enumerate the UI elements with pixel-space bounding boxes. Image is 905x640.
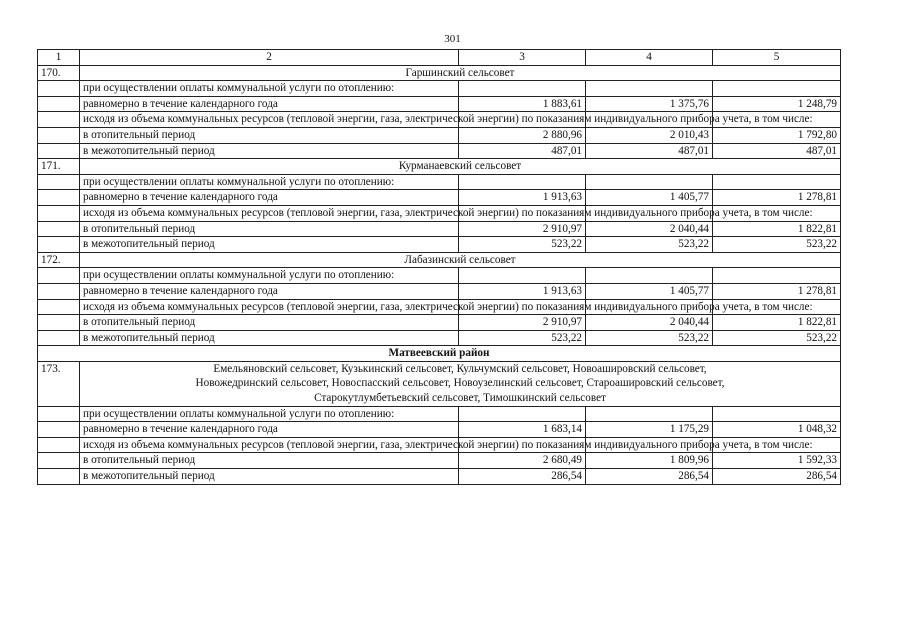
tariff-row bbox=[38, 406, 841, 422]
tariff-value-col4 bbox=[586, 268, 713, 284]
tariff-row bbox=[38, 437, 841, 453]
tariff-row bbox=[38, 330, 841, 346]
row-number-empty bbox=[38, 81, 80, 97]
tariff-row bbox=[38, 422, 841, 438]
tariff-value-col3: 487,01 bbox=[459, 143, 586, 159]
tariff-row bbox=[38, 112, 841, 128]
tariff-row bbox=[38, 127, 841, 143]
row-number-empty bbox=[38, 127, 80, 143]
tariff-label: в межотопительный период bbox=[80, 330, 459, 346]
row-number-empty bbox=[38, 143, 80, 159]
column-header-1: 1 bbox=[38, 50, 80, 66]
tariff-value-col4: 2 040,44 bbox=[586, 315, 713, 331]
tariff-row bbox=[38, 299, 841, 315]
row-number-empty bbox=[38, 406, 80, 422]
row-number-empty bbox=[38, 190, 80, 206]
settlement-names-line: Старокутлумбетьевский сельсовет, Тимошкинский сельсовет bbox=[314, 392, 606, 405]
tariff-row bbox=[38, 237, 841, 253]
tariff-value-col3 bbox=[459, 174, 586, 190]
row-number-empty bbox=[38, 96, 80, 112]
tariff-label: исходя из объема коммунальных ресурсов (тепловой энергии, газа, электрической энергии) по показаниям индивидуального прибора учета, в том числе: bbox=[80, 299, 459, 315]
tariff-row bbox=[38, 96, 841, 112]
tariff-label: исходя из объема коммунальных ресурсов (тепловой энергии, газа, электрической энергии) по показаниям индивидуального прибора учета, в том числе: bbox=[80, 205, 459, 221]
row-number-empty bbox=[38, 283, 80, 299]
row-number-empty bbox=[38, 112, 80, 128]
tariff-value-col5: 1 792,80 bbox=[713, 127, 841, 143]
tariff-value-col5: 1 592,33 bbox=[713, 453, 841, 469]
settlement-name: Гаршинский сельсовет bbox=[80, 65, 841, 81]
tariff-row bbox=[38, 221, 841, 237]
tariff-value-col3: 523,22 bbox=[459, 330, 586, 346]
tariff-row bbox=[38, 190, 841, 206]
tariff-value-col4: 2 010,43 bbox=[586, 127, 713, 143]
tariff-value-col3 bbox=[459, 81, 586, 97]
tariff-value-col5: 487,01 bbox=[713, 143, 841, 159]
district-name: Матвеевский район bbox=[38, 346, 841, 362]
settlement-row bbox=[38, 159, 841, 175]
row-number-empty bbox=[38, 453, 80, 469]
row-number-empty bbox=[38, 315, 80, 331]
tariff-label: при осуществлении оплаты коммунальной услуги по отоплению: bbox=[80, 81, 459, 97]
tariff-value-col5: 1 822,81 bbox=[713, 315, 841, 331]
tariff-label: исходя из объема коммунальных ресурсов (тепловой энергии, газа, электрической энергии) по показаниям индивидуального прибора учета, в том числе: bbox=[80, 437, 459, 453]
tariff-value-col3 bbox=[459, 268, 586, 284]
tariff-row bbox=[38, 268, 841, 284]
row-number-empty bbox=[38, 221, 80, 237]
row-number-empty bbox=[38, 437, 80, 453]
settlement-names-line: Емельяновский сельсовет, Кузькинский сельсовет, Кульчумский сельсовет, Новоашировский сельсовет, bbox=[213, 362, 707, 375]
tariff-value-col3: 1 883,61 bbox=[459, 96, 586, 112]
row-number-empty bbox=[38, 205, 80, 221]
tariff-value-col5: 1 048,32 bbox=[713, 422, 841, 438]
column-header-row bbox=[38, 50, 841, 66]
tariff-label: исходя из объема коммунальных ресурсов (тепловой энергии, газа, электрической энергии) по показаниям индивидуального прибора учета, в том числе: bbox=[80, 112, 459, 128]
tariff-label: при осуществлении оплаты коммунальной услуги по отоплению: bbox=[80, 174, 459, 190]
tariff-value-col3: 2 910,97 bbox=[459, 221, 586, 237]
tariff-value-col5: 523,22 bbox=[713, 237, 841, 253]
tariff-value-col4: 523,22 bbox=[586, 330, 713, 346]
tariff-label: при осуществлении оплаты коммунальной услуги по отоплению: bbox=[80, 406, 459, 422]
tariff-value-col4: 1 375,76 bbox=[586, 96, 713, 112]
settlement-names-line: Новожедринский сельсовет, Новоспасский сельсовет, Новоузелинский сельсовет, Староашировский сельсовет, bbox=[195, 377, 725, 390]
settlement-row bbox=[38, 65, 841, 81]
tariff-value-col3: 2 680,49 bbox=[459, 453, 586, 469]
row-number: 170. bbox=[38, 65, 80, 81]
tariff-table bbox=[37, 49, 841, 485]
tariff-value-col5: 523,22 bbox=[713, 330, 841, 346]
tariff-label: в межотопительный период bbox=[80, 143, 459, 159]
settlement-name: Курманаевский сельсовет bbox=[80, 159, 841, 175]
tariff-value-col5: 1 278,81 bbox=[713, 190, 841, 206]
tariff-value-col5 bbox=[713, 268, 841, 284]
column-header-3: 3 bbox=[459, 50, 586, 66]
settlement-name: Лабазинский сельсовет bbox=[80, 252, 841, 268]
tariff-row bbox=[38, 283, 841, 299]
tariff-value-col3: 286,54 bbox=[459, 469, 586, 485]
row-number-empty bbox=[38, 422, 80, 438]
tariff-row bbox=[38, 143, 841, 159]
tariff-label: при осуществлении оплаты коммунальной услуги по отоплению: bbox=[80, 268, 459, 284]
row-number: 171. bbox=[38, 159, 80, 175]
tariff-value-col3: 2 880,96 bbox=[459, 127, 586, 143]
tariff-row bbox=[38, 469, 841, 485]
tariff-value-col5 bbox=[713, 174, 841, 190]
tariff-value-col5: 1 278,81 bbox=[713, 283, 841, 299]
tariff-label: равномерно в течение календарного года bbox=[80, 422, 459, 438]
tariff-value-col4: 2 040,44 bbox=[586, 221, 713, 237]
tariff-label: равномерно в течение календарного года bbox=[80, 283, 459, 299]
tariff-label: в межотопительный период bbox=[80, 237, 459, 253]
tariff-value-col3: 1 913,63 bbox=[459, 190, 586, 206]
district-row bbox=[38, 346, 841, 362]
page-number: 301 bbox=[444, 33, 461, 45]
tariff-value-col5: 1 822,81 bbox=[713, 221, 841, 237]
tariff-value-col4: 286,54 bbox=[586, 469, 713, 485]
tariff-value-col4: 1 175,29 bbox=[586, 422, 713, 438]
tariff-value-col3 bbox=[459, 406, 586, 422]
tariff-value-col4 bbox=[586, 406, 713, 422]
tariff-value-col4 bbox=[586, 174, 713, 190]
tariff-value-col3: 523,22 bbox=[459, 237, 586, 253]
tariff-label: в отопительный период bbox=[80, 127, 459, 143]
tariff-value-col3: 1 913,63 bbox=[459, 283, 586, 299]
column-header-5: 5 bbox=[713, 50, 841, 66]
tariff-value-col4: 1 405,77 bbox=[586, 190, 713, 206]
tariff-label: равномерно в течение календарного года bbox=[80, 190, 459, 206]
row-number-empty bbox=[38, 237, 80, 253]
tariff-value-col4: 523,22 bbox=[586, 237, 713, 253]
row-number-empty bbox=[38, 469, 80, 485]
row-number-empty bbox=[38, 330, 80, 346]
row-number-empty bbox=[38, 268, 80, 284]
row-number: 173. bbox=[38, 361, 80, 406]
tariff-label: в межотопительный период bbox=[80, 469, 459, 485]
tariff-value-col5: 286,54 bbox=[713, 469, 841, 485]
tariff-value-col4: 487,01 bbox=[586, 143, 713, 159]
tariff-value-col3: 2 910,97 bbox=[459, 315, 586, 331]
tariff-value-col3: 1 683,14 bbox=[459, 422, 586, 438]
row-number: 172. bbox=[38, 252, 80, 268]
column-header-4: 4 bbox=[586, 50, 713, 66]
tariff-row bbox=[38, 453, 841, 469]
tariff-row bbox=[38, 205, 841, 221]
tariff-value-col4: 1 809,96 bbox=[586, 453, 713, 469]
tariff-value-col4: 1 405,77 bbox=[586, 283, 713, 299]
column-header-2: 2 bbox=[80, 50, 459, 66]
tariff-value-col5: 1 248,79 bbox=[713, 96, 841, 112]
tariff-row bbox=[38, 81, 841, 97]
row-number-empty bbox=[38, 174, 80, 190]
tariff-row bbox=[38, 174, 841, 190]
tariff-label: в отопительный период bbox=[80, 221, 459, 237]
tariff-row bbox=[38, 315, 841, 331]
tariff-label: в отопительный период bbox=[80, 453, 459, 469]
tariff-value-col4 bbox=[586, 81, 713, 97]
table-body bbox=[38, 50, 841, 485]
row-number-empty bbox=[38, 299, 80, 315]
settlement-names bbox=[80, 361, 841, 406]
tariff-value-col5 bbox=[713, 81, 841, 97]
settlement-row bbox=[38, 361, 841, 406]
tariff-value-col5 bbox=[713, 406, 841, 422]
settlement-row bbox=[38, 252, 841, 268]
tariff-label: в отопительный период bbox=[80, 315, 459, 331]
tariff-label: равномерно в течение календарного года bbox=[80, 96, 459, 112]
